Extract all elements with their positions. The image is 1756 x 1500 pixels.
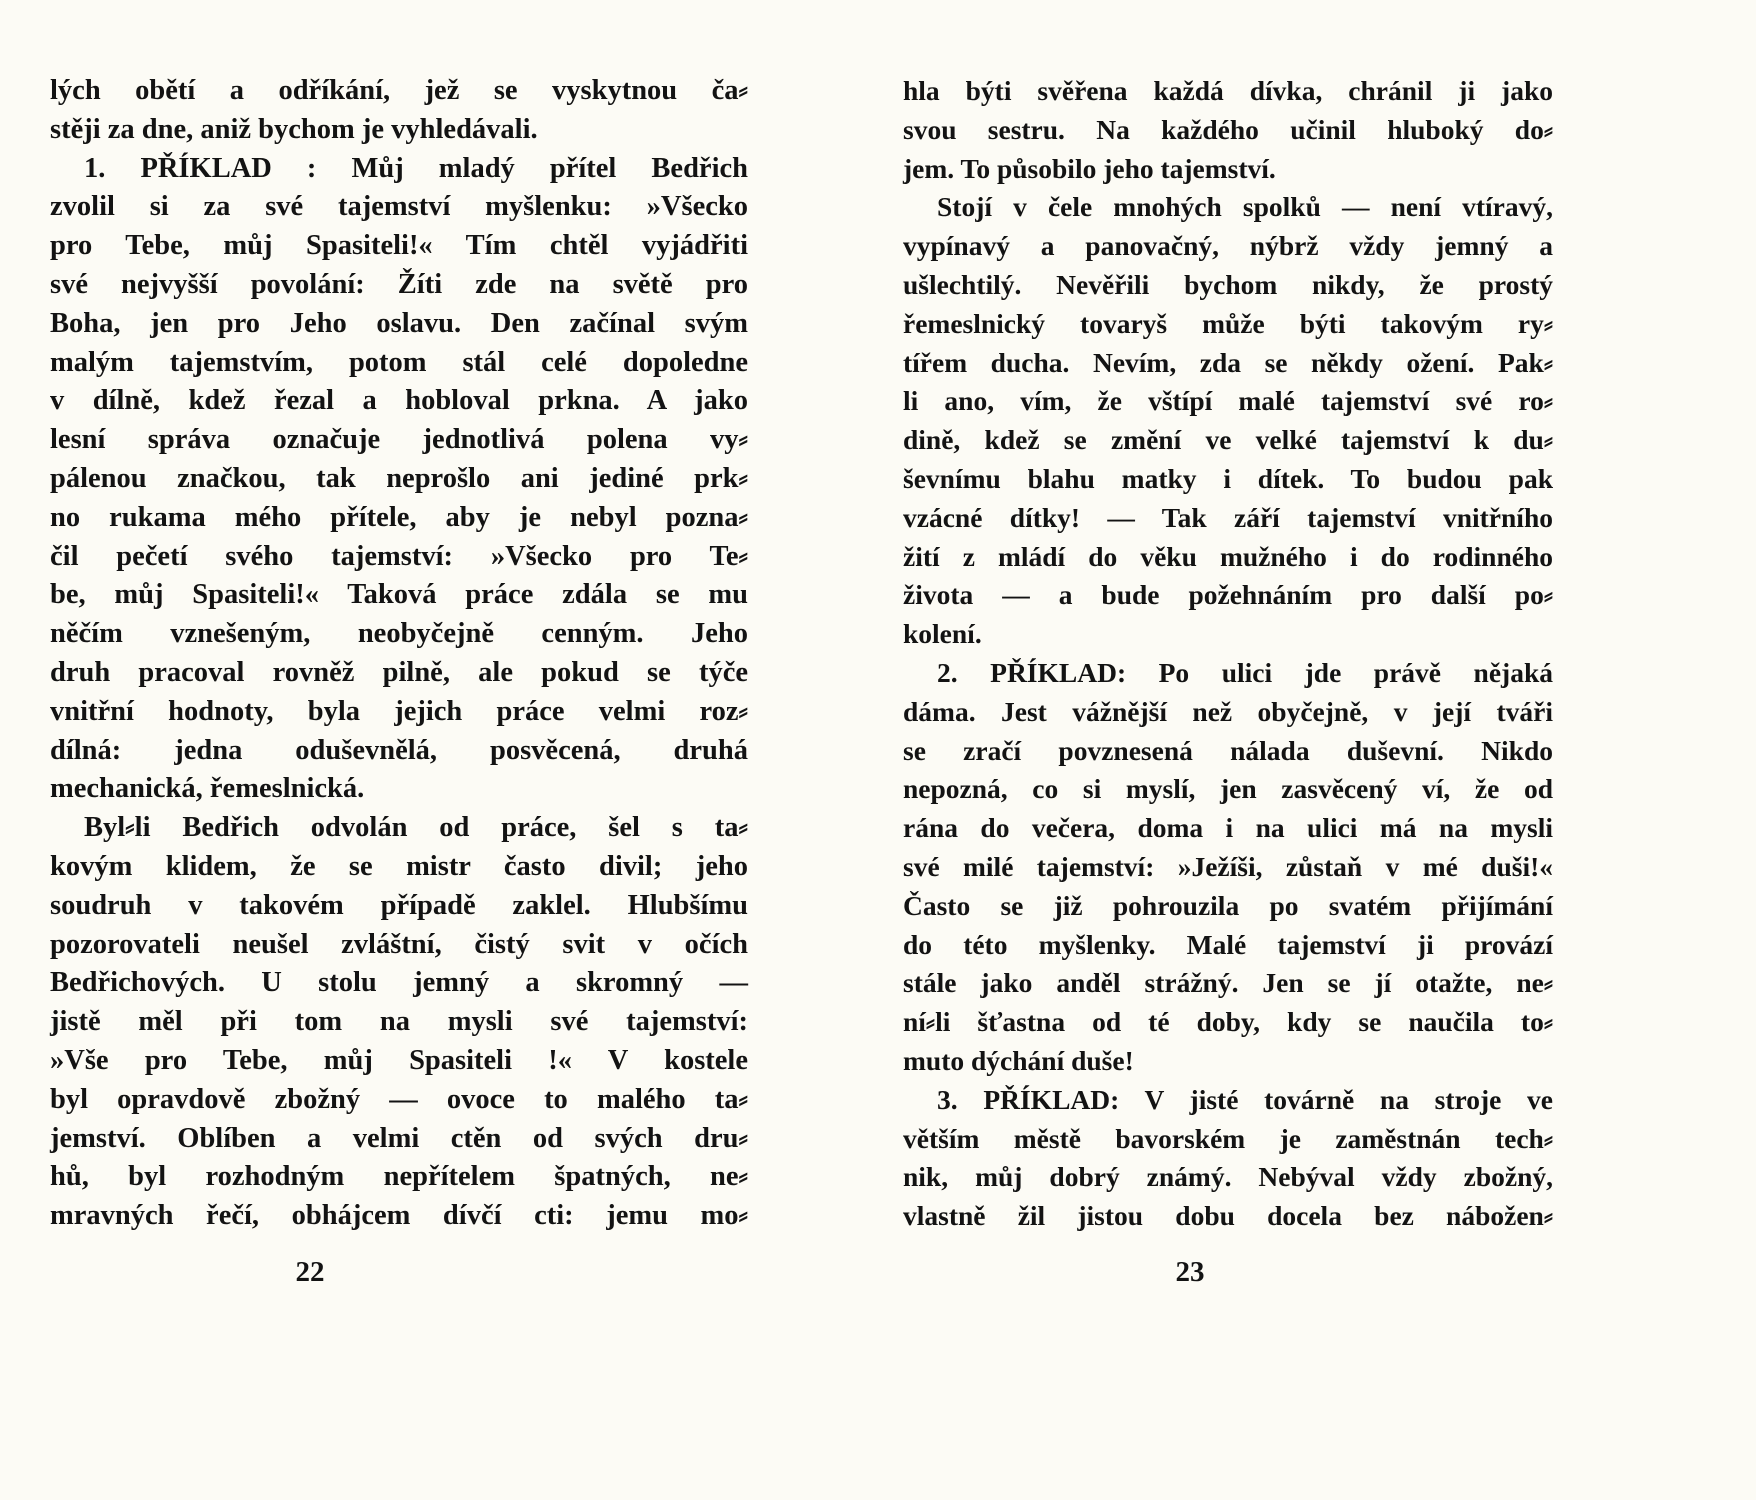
page-left-text-column xyxy=(50,72,748,1236)
text-line: muto dýchání duše! xyxy=(903,1044,1134,1076)
page-right-number: 23 xyxy=(1175,1256,1205,1288)
text-line: vzácné dítky! — Tak září tajemství vnitřního xyxy=(903,501,1553,533)
text-line: nik, můj dobrý známý. Nebýval vždy zbožný, xyxy=(903,1161,1553,1193)
text-line: Byl⸗li Bedřich odvolán od práce, šel s ta⸗ xyxy=(84,812,748,844)
text-line: mravných řečí, obhájcem dívčí cti: jemu mo⸗ xyxy=(50,1200,748,1232)
text-line: ní⸗li šťastna od té doby, kdy se naučila to⸗ xyxy=(903,1006,1553,1038)
text-line: byl opravdově zbožný — ovoce to malého ta⸗ xyxy=(50,1083,748,1115)
text-line: kovým klidem, že se mistr často divil; jeho xyxy=(50,850,748,882)
text-line: dílná: jedna oduševnělá, posvěcená, druhá xyxy=(50,734,748,766)
text-line: jem. To působilo jeho tajemství. xyxy=(903,152,1276,184)
text-line: nepozná, co si myslí, jen zasvěcený ví, že od xyxy=(903,773,1553,805)
text-line: 1. PŘÍKLAD : Můj mladý přítel Bedřich xyxy=(84,152,748,184)
text-line: pozorovateli neušel zvláštní, čistý svit v očích xyxy=(50,928,748,960)
text-line: větším městě bavorském je zaměstnán tech⸗ xyxy=(903,1122,1553,1154)
text-line: své milé tajemství: »Ježíši, zůstaň v mé duši!« xyxy=(903,850,1553,882)
text-line: hla býti svěřena každá dívka, chránil ji jako xyxy=(903,75,1553,106)
text-line: dině, kdež se změní ve velké tajemství k du⸗ xyxy=(903,424,1553,456)
text-line: zvolil si za své tajemství myšlenku: »Všecko xyxy=(50,191,748,223)
text-line: Často se již pohrouzila po svatém přijímání xyxy=(903,889,1553,921)
text-line: své nejvyšší povolání: Žíti zde na světě pro xyxy=(50,268,748,300)
text-line: Bedřichových. U stolu jemný a skromný — xyxy=(50,967,748,999)
text-line: 3. PŘÍKLAD: V jisté továrně na stroje ve xyxy=(937,1083,1553,1115)
text-line: 2. PŘÍKLAD: Po ulici jde právě nějaká xyxy=(937,656,1553,688)
text-line: be, můj Spasiteli!« Taková práce zdála se mu xyxy=(50,579,748,611)
text-line: jemství. Oblíben a velmi ctěn od svých dru⸗ xyxy=(50,1122,748,1154)
text-line: vypínavý a panovačný, nýbrž vždy jemný a xyxy=(903,230,1553,262)
page-right-text-column xyxy=(903,72,1553,1236)
text-line: svou sestru. Na každého učinil hluboký do⸗ xyxy=(903,113,1553,145)
text-line: no rukama mého přítele, aby je nebyl pozna⸗ xyxy=(50,501,748,533)
text-line: dáma. Jest vážnější než obyčejně, v její tváři xyxy=(903,695,1553,727)
text-line: Stojí v čele mnohých spolků — není vtíravý, xyxy=(937,191,1553,223)
text-line: rána do večera, doma i na ulici má na mysli xyxy=(903,812,1553,844)
text-line: řemeslnický tovaryš může býti takovým ry⸗ xyxy=(903,307,1553,339)
text-line: žití z mládí do věku mužného i do rodinného xyxy=(903,540,1553,572)
text-line: malým tajemstvím, potom stál celé dopoledne xyxy=(50,346,748,378)
text-line: ušlechtilý. Nevěřili bychom nikdy, že prostý xyxy=(903,268,1553,300)
page-left-number: 22 xyxy=(295,1256,325,1288)
text-line: kolení. xyxy=(903,618,982,650)
text-line: »Vše pro Tebe, můj Spasiteli !« V kostele xyxy=(50,1044,748,1076)
text-line: života — a bude požehnáním pro další po⸗ xyxy=(903,579,1553,611)
text-line: stěji za dne, aniž bychom je vyhledávali. xyxy=(50,113,538,145)
text-line: vlastně žil jistou dobu docela bez nábožen⸗ xyxy=(903,1200,1553,1232)
text-line: lých obětí a odříkání, jež se vyskytnou ča⸗ xyxy=(50,75,748,106)
text-line: pro Tebe, můj Spasiteli!« Tím chtěl vyjádřiti xyxy=(50,230,748,262)
text-line: něčím vznešeným, neobyčejně cenným. Jeho xyxy=(50,618,748,650)
text-line: Boha, jen pro Jeho oslavu. Den začínal svým xyxy=(50,307,748,339)
text-line: ševnímu blahu matky i dítek. To budou pak xyxy=(903,462,1553,494)
text-line: se zračí povznesená nálada duševní. Nikdo xyxy=(903,734,1553,766)
text-line: soudruh v takovém případě zaklel. Hlubšímu xyxy=(50,889,748,921)
text-line: hů, byl rozhodným nepřítelem špatných, ne⸗ xyxy=(50,1161,748,1193)
text-line: do této myšlenky. Malé tajemství ji provází xyxy=(903,928,1553,960)
text-line: lesní správa označuje jednotlivá polena vy⸗ xyxy=(50,424,748,456)
text-line: li ano, vím, že vštípí malé tajemství své ro⸗ xyxy=(903,385,1553,417)
text-line: v dílně, kdež řezal a hobloval prkna. A jako xyxy=(50,385,748,417)
text-line: mechanická, řemeslnická. xyxy=(50,773,365,805)
text-line: pálenou značkou, tak neprošlo ani jediné prk⸗ xyxy=(50,462,748,494)
text-line: jistě měl při tom na mysli své tajemství: xyxy=(50,1006,748,1038)
text-line: čil pečetí svého tajemství: »Všecko pro Te⸗ xyxy=(50,540,748,572)
text-line: stále jako anděl strážný. Jen se jí otažte, ne⸗ xyxy=(903,967,1553,999)
text-line: tířem ducha. Nevím, zda se někdy ožení. Pak⸗ xyxy=(903,346,1553,378)
text-line: druh pracoval rovněž pilně, ale pokud se týče xyxy=(50,656,748,688)
text-line: vnitřní hodnoty, byla jejich práce velmi roz⸗ xyxy=(50,695,748,727)
